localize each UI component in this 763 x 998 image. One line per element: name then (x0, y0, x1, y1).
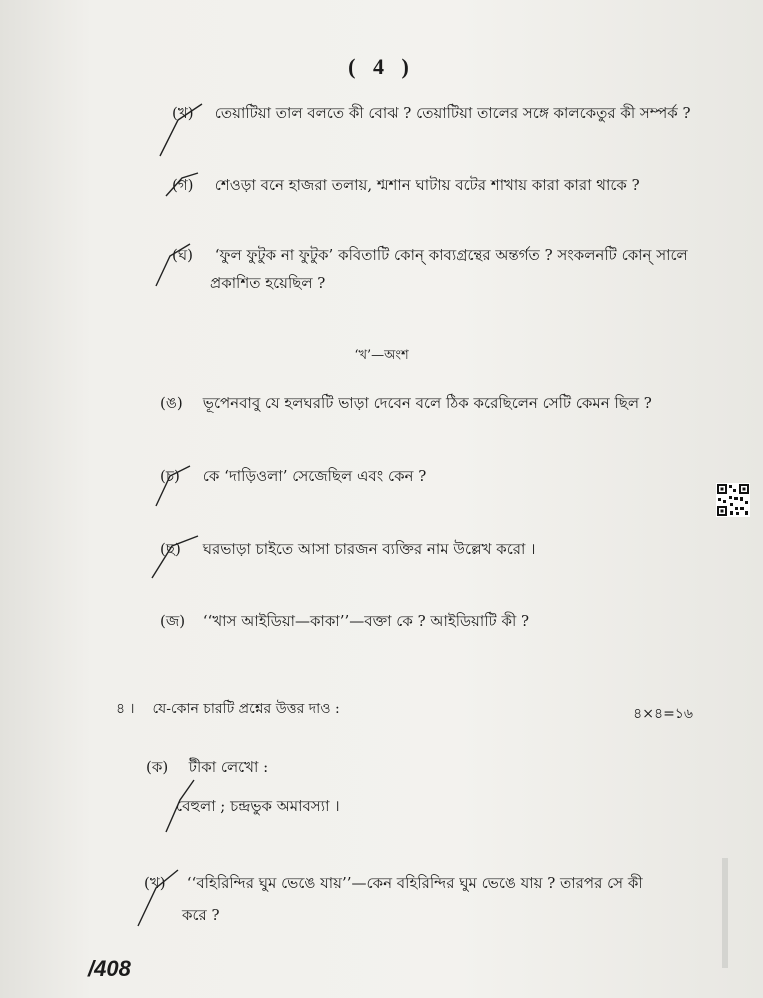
question-label: (ঙ) (160, 394, 183, 412)
question-continuation: করে ? (182, 906, 220, 924)
tick-mark-icon (150, 462, 200, 510)
question-kha (172, 100, 691, 126)
question-text: ভূপেনবাবু যে হলঘরটি ভাড়া দেবেন বলে ঠিক করেছিলেন সেটি কেমন ছিল ? (202, 394, 652, 412)
tick-mark-icon (162, 170, 202, 200)
question-text: শেওড়া বনে হাজরা তলায়, শ্মশান ঘাটায় বটের শাখায় কারা কারা থাকে ? (214, 176, 640, 194)
tick-mark-icon (160, 776, 200, 836)
main-question-number: ৪ । (116, 701, 135, 717)
question-text: তেয়াটিয়া তাল বলতে কী বোঝ ? তেয়াটিয়া তালের সঙ্গে কালকেতুর কী সম্পর্ক ? (214, 104, 691, 122)
main-question-text: যে-কোন চারটি প্রশ্নের উত্তর দাও : (152, 701, 340, 717)
question-label: (জ) (160, 612, 186, 630)
tick-mark-icon (152, 240, 202, 290)
footer-code: /408 (88, 956, 131, 981)
main-question (116, 696, 340, 722)
question-chha (160, 536, 536, 562)
qr-code-icon (716, 483, 750, 517)
question-ja (160, 608, 529, 634)
question-label: (ক) (146, 758, 169, 776)
tick-mark-icon (134, 866, 184, 930)
tick-mark-icon (148, 532, 204, 582)
marks-allocation: ৪×৪=১৬ (633, 706, 693, 722)
question-uma (160, 390, 652, 416)
question-label: (খ) (172, 104, 194, 122)
question-label: (গ) (172, 176, 194, 194)
question-text: টীকা লেখো : (188, 758, 269, 776)
question-text: ‘ফুল ফুটুক না ফুটুক’ কবিতাটি কোন্ কাব্যগ্রন্থের অন্তর্গত ? সংকলনটি কোন্ সালে (214, 246, 688, 264)
section-title: ‘খ’—অংশ (354, 348, 409, 363)
question-label: (ছ) (160, 540, 181, 558)
subquestion-kha (144, 870, 643, 896)
question-ga (172, 172, 640, 198)
question-text: ‘‘বহিরিন্দির ঘুম ভেঙে যায়’’—কেন বহিরিন্দির ঘুম ভেঙে যায় ? তারপর সে কী (186, 874, 643, 892)
page-number: ( 4 ) (348, 54, 415, 79)
question-continuation: প্রকাশিত হয়েছিল ? (210, 274, 326, 292)
question-label: (খ) (144, 874, 166, 892)
question-label: (চ) (160, 467, 180, 485)
faint-margin-mark (716, 858, 736, 968)
subquestion-detail: বেহুলা ; চন্দ্রভুক অমাবস্যা । (176, 797, 340, 815)
question-label: (ঘ) (172, 246, 193, 264)
question-gha (172, 242, 688, 268)
question-text: ‘‘খাস আইডিয়া—কাকা’’—বক্তা কে ? আইডিয়াটি কী ? (202, 612, 530, 630)
tick-mark-icon (156, 100, 206, 160)
question-text: ঘরভাড়া চাইতে আসা চারজন ব্যক্তির নাম উল্লেখ করো । (202, 540, 536, 558)
question-text: কে ‘দাড়িওলা’ সেজেছিল এবং কেন ? (202, 467, 427, 485)
